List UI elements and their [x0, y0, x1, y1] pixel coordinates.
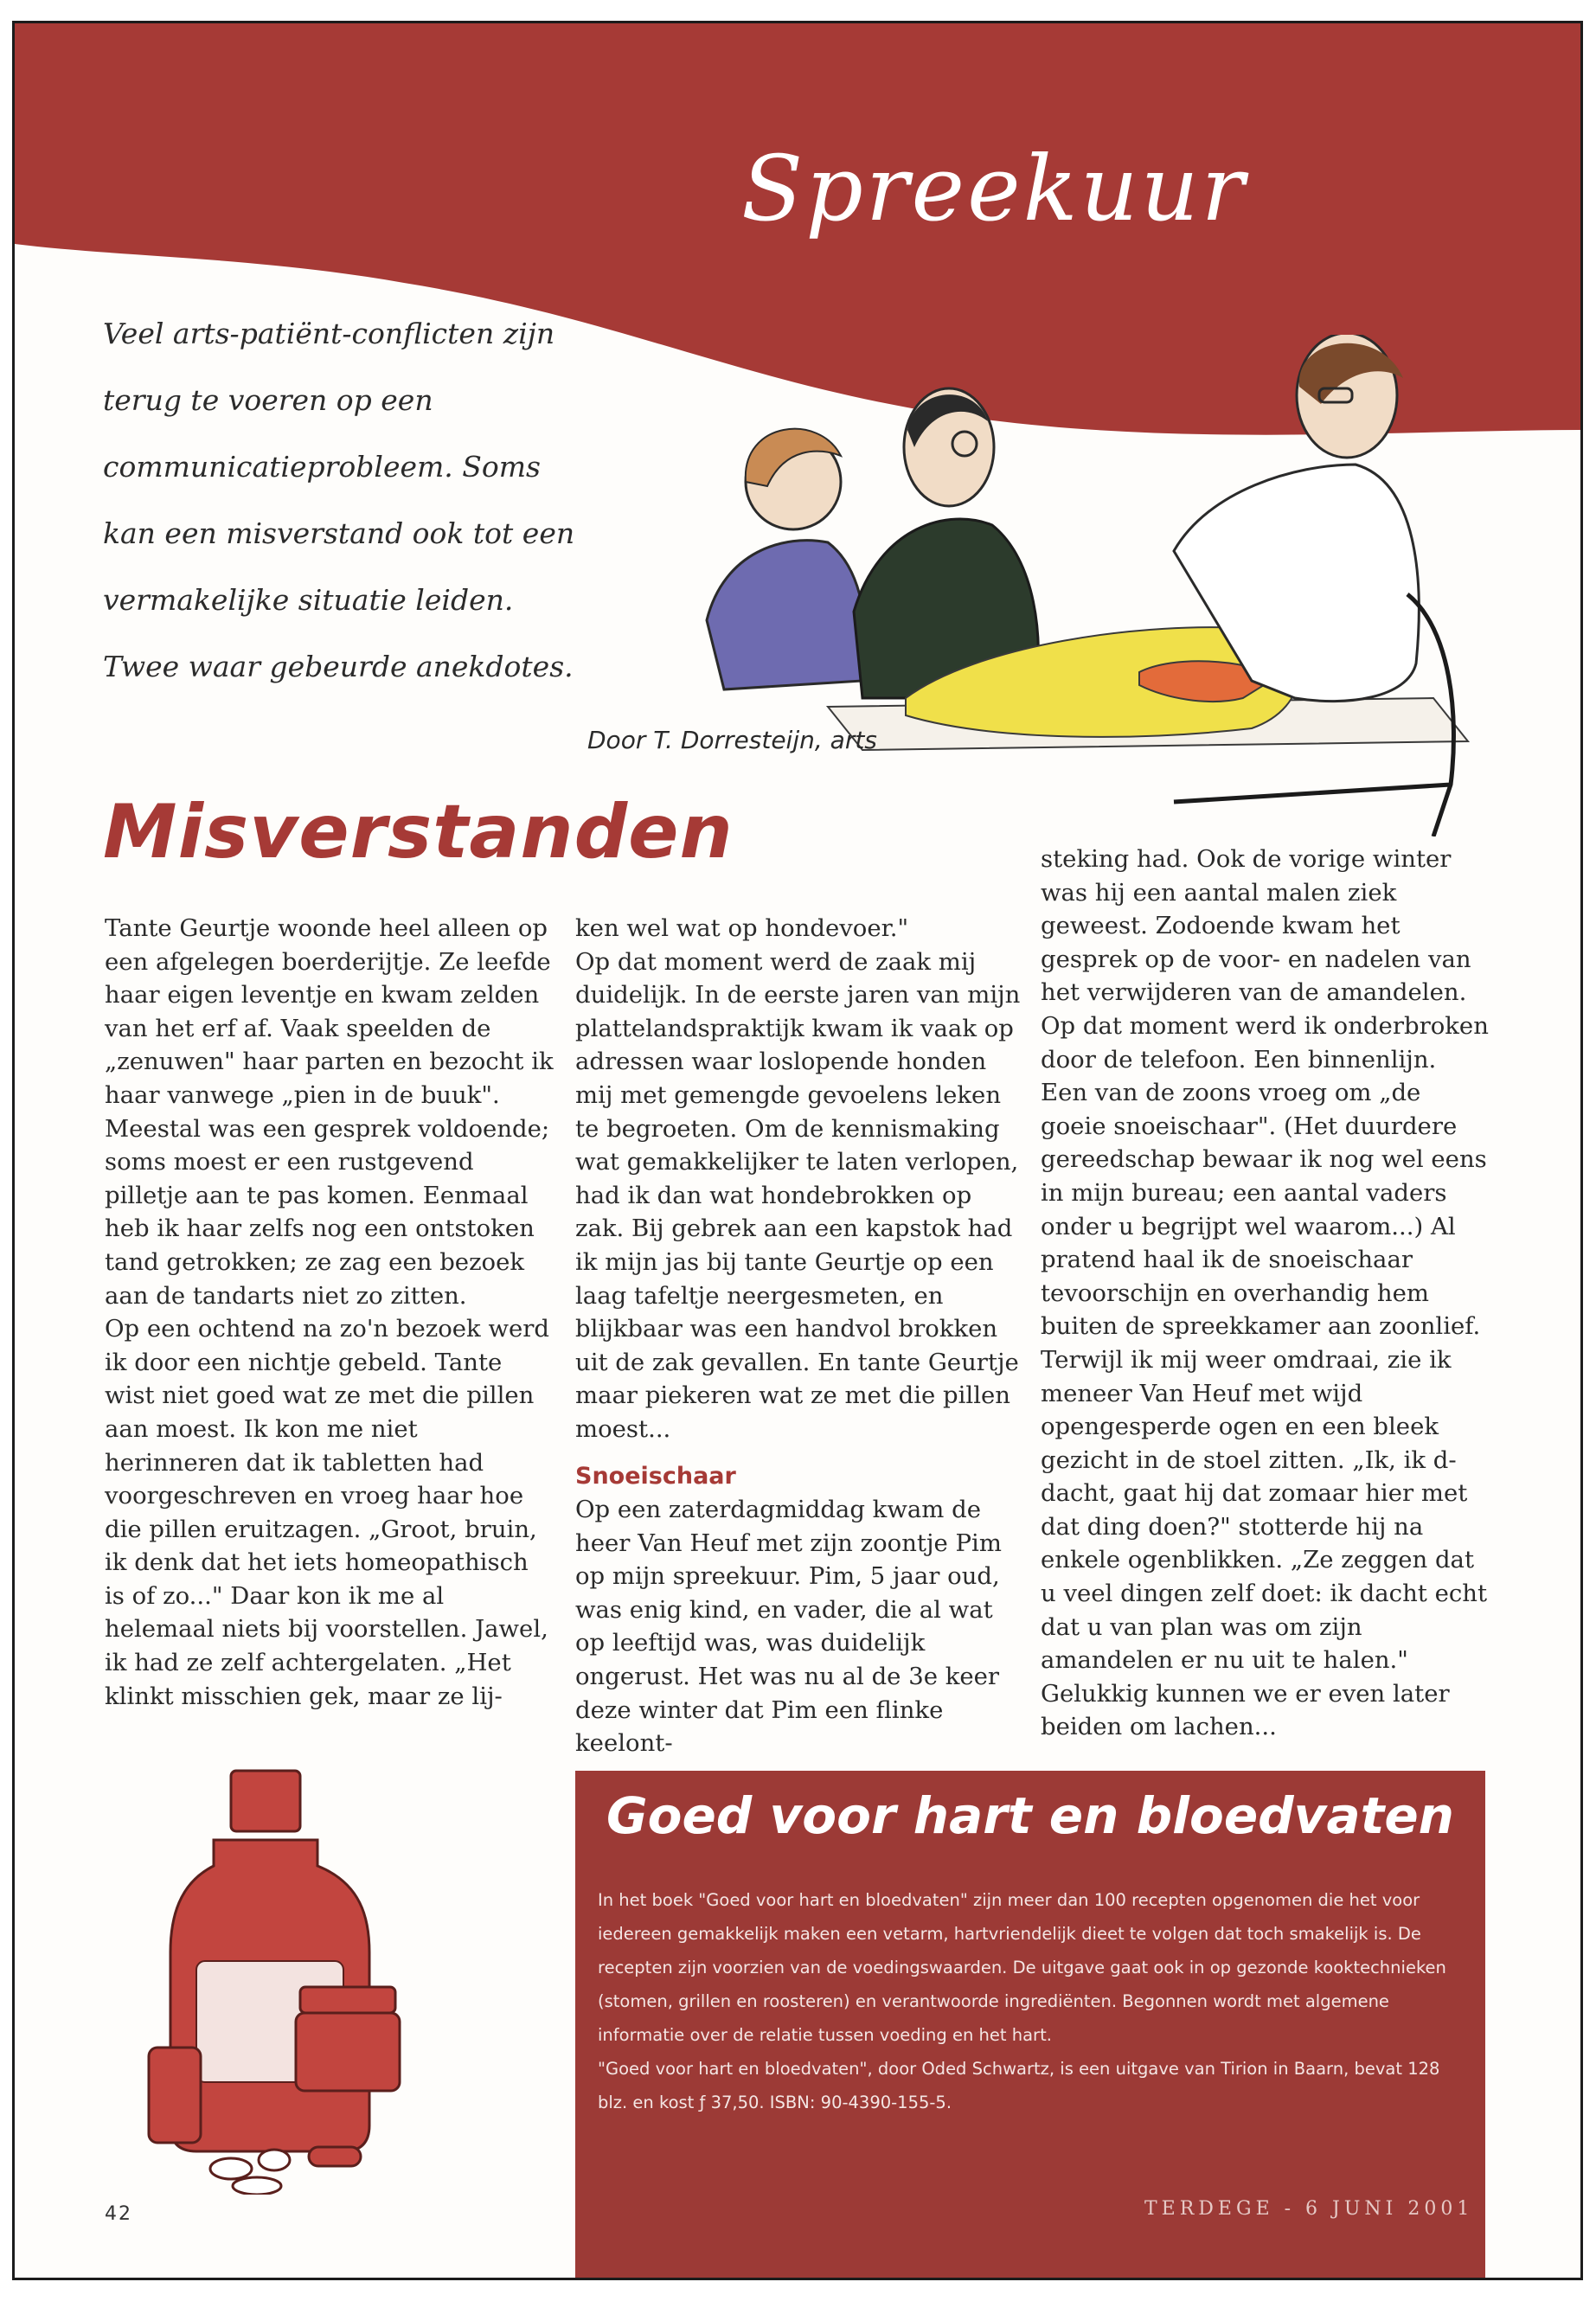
paragraph: steking had. Ook de vorige winter was hij een aantal malen ziek geweest. Zodoende kwam het gesprek op de voor- en nadelen van het verwijderen van de amandelen. Op dat moment werd ik onderbroken door de telefoon. Een binnenlijn. Een van de zoons vroeg om „de goeie snoeischaar". (Het duurdere gereedschap bewaar ik nog wel eens in mijn bureau; een aantal vaders onder u begrijpt wel waarom...) Al pratend haal ik de snoeischaar tevoorschijn en overhandig hem buiten de spreekkamer aan zoonlief. Terwijl ik mij weer omdraai, zie ik meneer Van Heuf met wijd opengesperde ogen en een bleek gezicht in de stoel zitten. „Ik, ik d-dacht, gaat hij dat zomaar hier met dat ding doen?" stotterde hij na enkele ogenblikken. „Ze zeggen dat u veel dingen zelf doet: ik dacht echt dat u van plan was om zijn amandelen er nu uit te halen." Gelukkig kunnen we er even later beiden om lachen... — [1041, 845, 1489, 1741]
paragraph: Tante Geurtje woonde heel alleen op een afgelegen boerderijtje. Ze leefde haar eigen leventje en kwam zelden van het erf af. Vaak speelden de „zenuwen" haar parten en bezocht ik haar vanwege „pien in de buuk". Meestal was een gesprek voldoende; soms moest er een rustgevend pilletje aan te pas komen. Eenmaal heb ik haar zelfs nog een ontstoken tand getrokken; ze zag een bezoek aan de tandarts niet zo zitten. — [105, 914, 554, 1310]
box-credit: "Goed voor hart en bloedvaten", door Oded Schwartz, is een uitgave van Tirion in Baarn, bevat 128 blz. en kost ƒ 37,50. ISBN: 90-4390-155-5. — [598, 2059, 1440, 2112]
consultation-scene-illustration — [689, 335, 1572, 836]
paragraph: Op een zaterdagmiddag kwam de heer Van Heuf met zijn zoontje Pim op mijn spreekuur. Pim, 5 jaar oud, was enig kind, en vader, die al wat op leeftijd was, was duidelijk ongerust. Het was nu al de 3e keer deze winter dat Pim een flinke keelont- — [575, 1496, 1002, 1758]
paragraph: ken wel wat op hondevoer." — [575, 914, 909, 942]
magazine-footer: TERDEGE - 6 JUNI 2001 — [1144, 2198, 1474, 2220]
article-headline: Misverstanden — [103, 789, 734, 875]
box-text — [598, 1883, 1463, 2119]
box-title: Goed voor hart en bloedvaten — [606, 1786, 1454, 1845]
article-column-1 — [105, 912, 554, 1713]
magazine-page — [12, 21, 1583, 2280]
intro-text: Veel arts-patiënt-conflicten zijn terug te voeren op een communicatieprobleem. Soms kan een misverstand ook tot een vermakelijke situatie leiden. Twee waar gebeurde anekdotes. — [103, 317, 575, 683]
section-title: Spreekuur — [741, 136, 1247, 241]
article-column-3 — [1041, 843, 1490, 1744]
paragraph: Op een ochtend na zo'n bezoek werd ik door een nichtje gebeld. Tante wist niet goed wat ze met die pillen aan moest. Ik kon me niet herinneren dat ik tabletten had voorgeschreven en vroeg haar hoe die pillen eruitzagen. „Groot, bruin, ik denk dat het iets homeopathisch is of zo..." Daar kon ik me al helemaal niets bij voorstellen. Jawel, ik had ze zelf achtergelaten. „Het klinkt misschien gek, maar ze lij- — [105, 1315, 550, 1710]
subheading: Snoeischaar — [575, 1462, 736, 1490]
medicine-bottles-illustration — [144, 1762, 456, 2195]
paragraph: Op dat moment werd de zaak mij duidelijk. In de eerste jaren van mijn plattelandspraktijk kwam ik vaak op adressen waar loslopende honden mij met gemengde gevoelens leken te begroeten. Om de kennismaking wat gemakkelijker te laten verlopen, had ik dan wat hondebrokken op zak. Bij gebrek aan een kapstok had ik mijn jas bij tante Geurtje op een laag tafeltje neergesmeten, en blijkbaar was een handvol brokken uit de zak gevallen. En tante Geurtje maar piekeren wat ze met die pillen moest... — [575, 947, 1021, 1443]
byline: Door T. Dorresteijn, arts — [587, 726, 877, 754]
page-number: 42 — [105, 2203, 132, 2225]
article-column-2 — [575, 912, 1025, 1760]
box-description: In het boek "Goed voor hart en bloedvaten" zijn meer dan 100 recepten opgenomen die het voor iedereen gemakkelijk maken een vetarm, hartvriendelijk dieet te volgen dat toch smakelijk is. De recepten zijn voorzien van de voedingswaarden. De uitgave gaat ook in op gezonde kooktechnieken (stomen, grillen en roosteren) en verantwoorde ingrediënten. Begonnen wordt met algemene informatie over de relatie tussen voeding en het hart. — [598, 1890, 1446, 2045]
